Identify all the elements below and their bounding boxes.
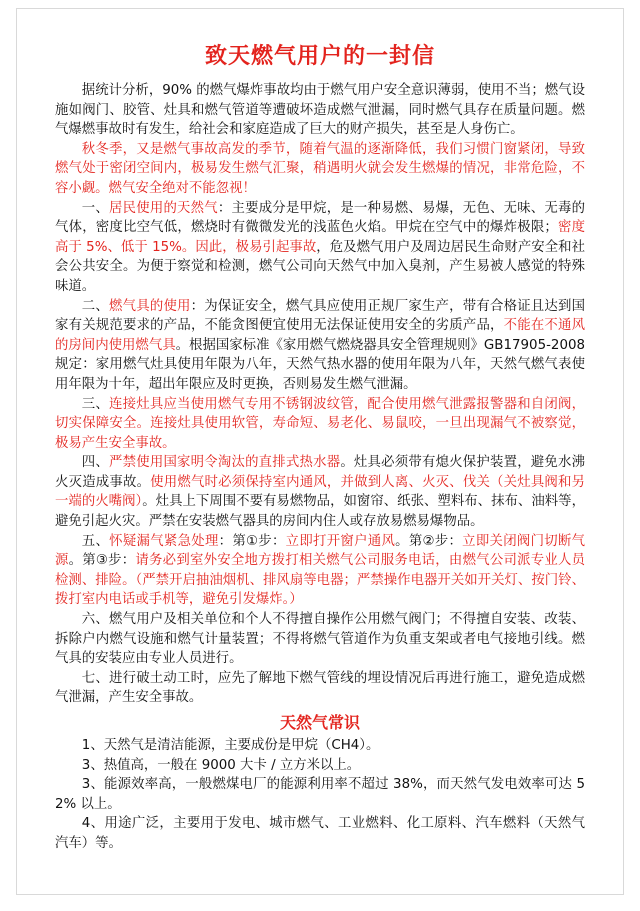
section-number: 一、: [81, 200, 110, 216]
paragraph-valves: 六、燃气用户及相关单位和个人不得擅自操作公用燃气阀门；不得擅自安装、改装、拆除户内燃气设施和燃气计量装置；不得将燃气管道作为负重支架或者电气接地引线。燃气具的安装应由专业人员进行。: [55, 612, 585, 667]
step-3-text: 请务必到室外安全地方拨打相关燃气公司服务电话，由燃气公司派专业人员检测、排险。（严禁开启抽油烟机、排风扇等电器；严禁操作电器开关如开关灯、按门铃、拨打室内电话或手机等，避免引发爆炸。）: [55, 553, 586, 608]
section-heading: 燃气具的使用: [109, 298, 191, 314]
paragraph-intro: 据统计分析，90% 的燃气爆炸事故均由于燃气用户安全意识薄弱，使用不当；燃气设施如阀门、胶管、灶具和燃气管道等遭破坏造成燃气泄漏，同时燃气具存在质量问题。燃气爆燃事故时有发生，给社会和家庭造成了巨大的财产损失，甚至是人身伤亡。: [55, 83, 585, 138]
section-warning-text: 使用燃气时必须保持室内通风，并做到人离、火灭、伐关（关灶具阀和另一端的火嘴阀）: [55, 474, 586, 510]
paragraph-natural-gas: [55, 199, 585, 297]
section-text: ：主要成分是甲烷，是一种易燃、易爆，无色、无味、无毒的气体，密度比空气低，燃烧时有微微发光的浅蓝色火焰。甲烷在空气中的爆炸极限；: [55, 200, 586, 236]
section-heading: 怀疑漏气紧急处理: [109, 533, 219, 549]
section-warning-text: 密度高于 5%、低于 15%。因此，极易引起事故: [55, 220, 586, 255]
section-heading: 居民使用的天然气: [109, 200, 218, 216]
paragraph-hose: [55, 395, 585, 454]
paragraph-leak-response: [55, 532, 585, 610]
section-text: 。根据国家标准《家用燃气燃烧器具安全管理规则》GB17905-2008 规定：家用燃气灶具使用年限为八年，天然气热水器的使用年限为八年，天然气燃气表使用年限为十年，超出年限应及时更换，否则易发生燃气泄漏。: [55, 337, 585, 392]
paragraph-water-heater: [55, 453, 585, 531]
paragraph-excavation: 七、进行破土动工时，应先了解地下燃气管线的埋设情况后再进行施工，避免造成燃气泄漏，产生安全事故。: [55, 670, 585, 706]
fact-item: 1、天然气是清洁能源，主要成份是甲烷（CH4）。: [81, 738, 380, 753]
section-text: 。第③步：: [68, 553, 136, 569]
paragraph-appliance-use: [55, 297, 585, 395]
section-number: 五、: [81, 533, 110, 549]
section-warning-text: 不能在不通风的房间内使用燃气具: [55, 318, 586, 353]
step-2-text: 立即关闭阀门切断气源: [55, 533, 586, 569]
section-warning-text: 连接灶具应当使用燃气专用不锈钢波纹管，配合使用燃气泄露报警器和自闭阀，切实保障安全。连接灶具使用软管，寿命短、易老化、易鼠咬，一旦出现漏气不被察觉，极易产生安全事故。: [55, 396, 586, 451]
section-text: ：第①步：: [218, 533, 286, 549]
fact-item: 3、热值高，一般在 9000 大卡 / 立方米以上。: [81, 757, 361, 773]
section-text: ：为保证安全，燃气具应使用正规厂家生产，带有合格证且达到国家有关规范要求的产品，不能贪图便宜使用无法保证使用安全的劣质产品，: [55, 298, 586, 334]
letter-title: 致天燃气用户的一封信: [204, 44, 435, 69]
fact-item: 4、用途广泛，主要用于发电、城市燃气、工业燃料、化工原料、汽车燃料（天然气汽车）等。: [55, 816, 585, 851]
section-heading: 严禁使用国家明令淘汰的直排式热水器: [109, 455, 341, 471]
paragraph-season-warning: 秋冬季，又是燃气事故高发的季节，随着气温的逐渐降低，我们习惯门窗紧闭，导致燃气处于密闭空间内，极易发生燃气汇聚，稍遇明火就会发生燃爆的情况，非常危险，不容小觑。燃气安全绝对不能忽视！: [55, 141, 585, 196]
section-number: 二、: [81, 298, 110, 314]
letter-page: [16, 8, 624, 895]
section-text: 。灶具必须带有熄火保护装置，避免水沸火灭造成事故。: [55, 455, 586, 490]
section-text: 。灶具上下周围不要有易燃物品，如窗帘、纸张、塑料布、抹布、油料等，避免引起火灾。严禁在安装燃气器具的房间内住人或存放易燃易爆物品。: [55, 494, 585, 530]
section-number: 三、: [81, 396, 110, 412]
section-text: ，危及燃气用户及周边居民生命财产安全和社会公共安全。为便于察觉和检测，燃气公司向天然气中加入臭剂，产生易被人感觉的特殊味道。: [55, 239, 585, 294]
fact-item: 3、能源效率高，一般燃煤电厂的能源利用率不超过 38%，而天然气发电效率可达 52% 以上。: [55, 777, 585, 812]
section-text: 。第②步：: [395, 533, 463, 549]
step-1-text: 立即打开窗户通风: [285, 533, 396, 549]
section-number: 四、: [81, 455, 110, 471]
facts-title: 天然气常识: [279, 713, 360, 732]
